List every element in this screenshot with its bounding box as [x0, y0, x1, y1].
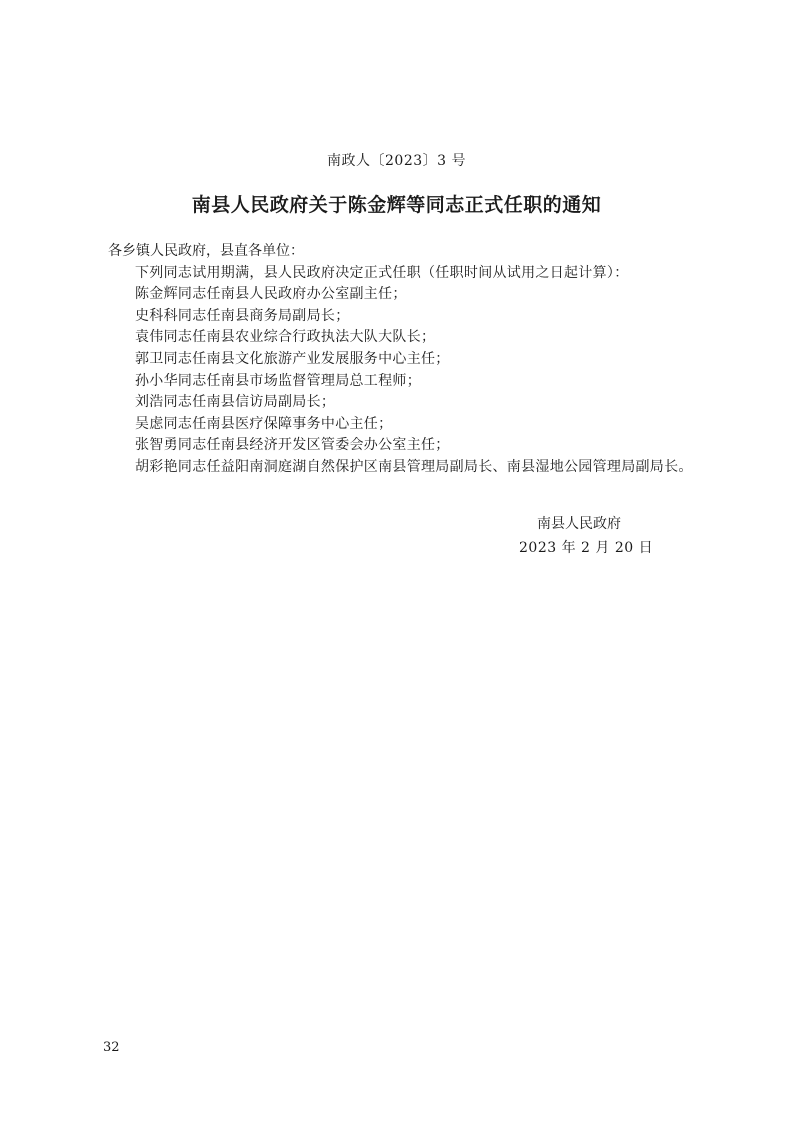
- signature-organization: 南县人民政府: [537, 516, 621, 532]
- appointment-item: 袁伟同志任南县农业综合行政执法大队大队长；: [135, 329, 436, 346]
- signature-date: 2023 年 2 月 20 日: [519, 540, 654, 556]
- appointment-item: 刘浩同志任南县信访局副局长；: [135, 394, 336, 411]
- appointment-item: 吴虑同志任南县医疗保障事务中心主任；: [135, 415, 393, 432]
- document-number: 南政人〔2023〕3 号: [327, 153, 466, 169]
- document-title: 南县人民政府关于陈金辉等同志正式任职的通知: [191, 194, 602, 216]
- document-body: [108, 241, 748, 479]
- page-number: 32: [103, 1040, 120, 1055]
- appointment-item: 胡彩艳同志任益阳南洞庭湖自然保护区南县管理局副局长、南县湿地公园管理局副局长。: [135, 458, 693, 475]
- salutation: 各乡镇人民政府，县直各单位：: [108, 243, 304, 259]
- appointment-item: 张智勇同志任南县经济开发区管委会办公室主任；: [135, 437, 450, 454]
- appointment-item: 陈金辉同志任南县人民政府办公室副主任；: [135, 286, 407, 303]
- appointment-item: 孙小华同志任南县市场监督管理局总工程师；: [135, 372, 421, 389]
- intro-paragraph: 下列同志试用期满，县人民政府决定正式任职（任职时间从试用之日起计算）：: [135, 264, 629, 281]
- appointment-item: 郭卫同志任南县文化旅游产业发展服务中心主任；: [135, 350, 450, 367]
- appointment-item: 史科科同志任南县商务局副局长；: [135, 307, 350, 324]
